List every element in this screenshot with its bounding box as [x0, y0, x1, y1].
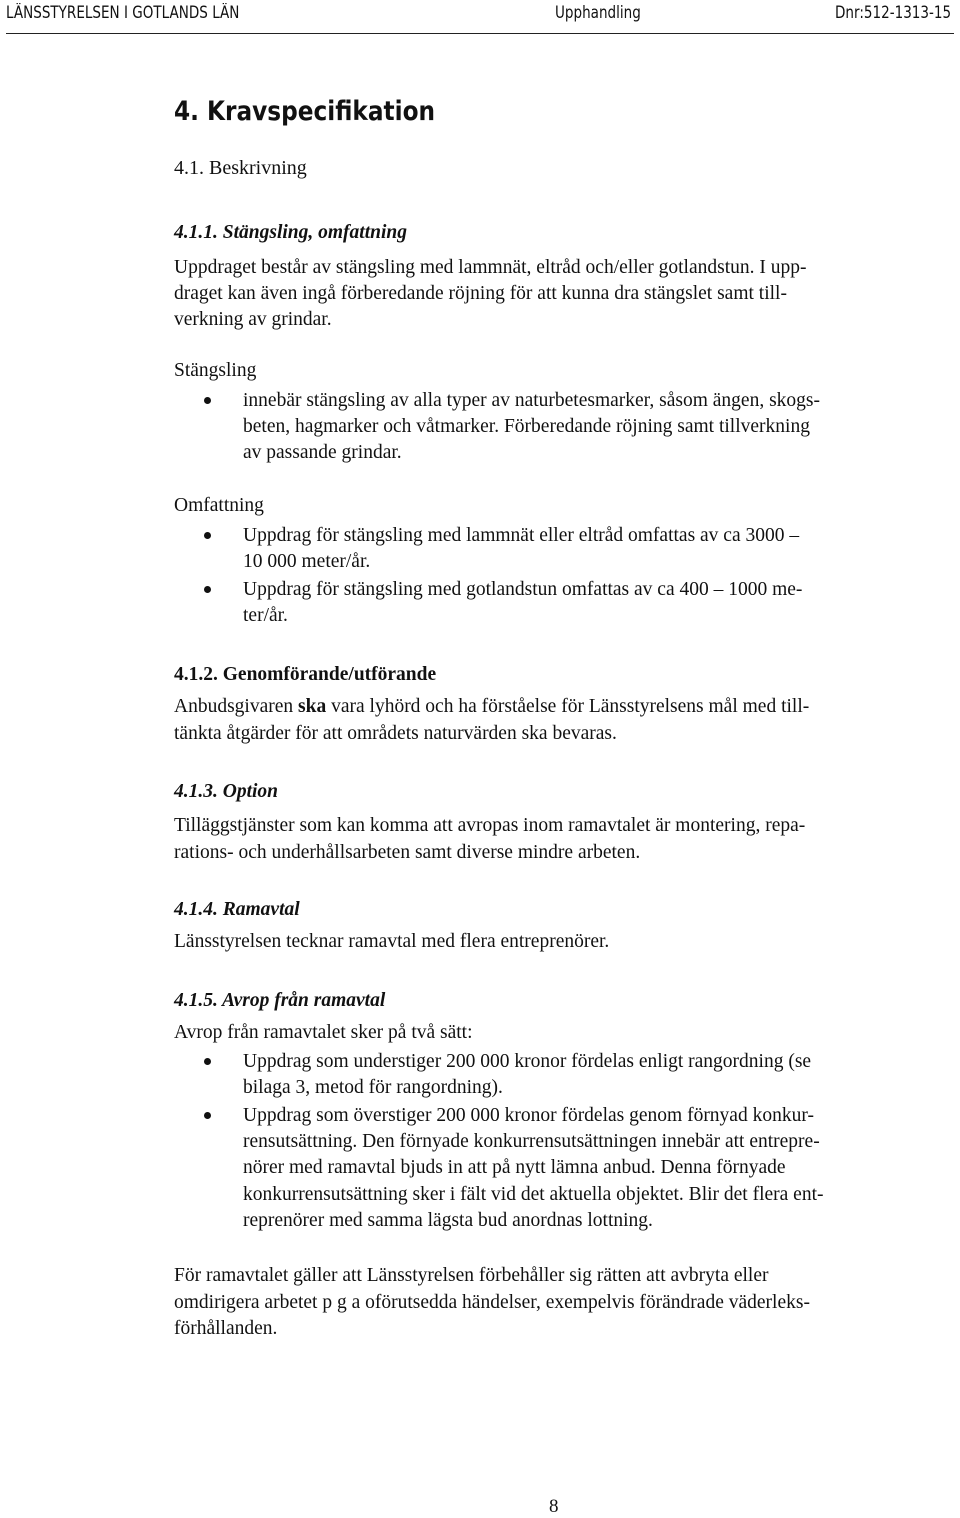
heading-4-1-4: 4.1.4. Ramavtal — [174, 899, 300, 920]
stangsling-bullet-line-1: innebär stängsling av alla typer av naturbetesmarker, såsom ängen, skogs- — [243, 390, 821, 411]
para-4-1-1-line-2: draget kan även ingå förberedande röjning för att kunna dra stängslet samt till- — [174, 283, 787, 304]
heading-4-1-1: 4.1.1. Stängsling, omfattning — [174, 222, 407, 243]
bullet-icon — [204, 586, 211, 593]
stangsling-bullet-line-3: av passande grindar. — [243, 442, 402, 463]
para-4-1-3-line-1: Tilläggstjänster som kan komma att avropas inom ramavtalet är montering, repa- — [174, 815, 806, 836]
bullet-icon — [204, 397, 211, 404]
header-dnr: Dnr:512-1313-15 — [835, 3, 952, 22]
para-4-1-2-line-2: tänkta åtgärder för att områdets naturvärden ska bevaras. — [174, 723, 617, 744]
avrop-bullet-2-line-5: reprenörer med samma lägsta bud anordnas lottning. — [243, 1210, 653, 1231]
omfattning-bullet-1-line-1: Uppdrag för stängsling med lammnät eller eltråd omfattas av ca 3000 – — [243, 525, 800, 546]
avrop-bullet-2-line-4: konkurrensutsättning sker i fält vid det aktuella objektet. Blir det flera ent- — [243, 1184, 824, 1205]
bullet-icon — [204, 532, 211, 539]
heading-4-1-3: 4.1.3. Option — [174, 781, 279, 802]
bullet-icon — [204, 1112, 211, 1119]
avrop-bullet-2-line-3: nörer med ramavtal bjuds in att på nytt lämna anbud. Denna förnyade — [243, 1157, 786, 1178]
header-org: LÄNSSTYRELSEN I GOTLANDS LÄN — [6, 3, 240, 22]
avrop-bullet-1-line-1: Uppdrag som understiger 200 000 kronor fördelas enligt rangordning (se — [243, 1051, 812, 1072]
omfattning-bullet-1-line-2: 10 000 meter/år. — [243, 551, 371, 572]
avrop-bullet-1-line-2: bilaga 3, metod för rangordning). — [243, 1077, 503, 1098]
avrop-bullet-2-line-2: rensutsättning. Den förnyade konkurrensutsättningen innebär att entrepre- — [243, 1131, 820, 1152]
bullet-icon — [204, 1058, 211, 1065]
emphasis-ska: ska — [298, 696, 327, 717]
closing-para-line-3: förhållanden. — [174, 1318, 278, 1339]
heading-4-1-2: 4.1.2. Genomförande/utförande — [174, 664, 437, 685]
avrop-bullet-2-line-1: Uppdrag som överstiger 200 000 kronor fördelas genom förnyad konkur- — [243, 1105, 814, 1126]
header-category: Upphandling — [555, 3, 641, 22]
para-4-1-2-line-1: Anbudsgivaren ska vara lyhörd och ha förståelse för Länsstyrelsens mål med till- — [174, 696, 810, 717]
closing-para-line-1: För ramavtalet gäller att Länsstyrelsen förbehåller sig rätten att avbryta eller — [174, 1265, 769, 1286]
para-4-1-5-intro: Avrop från ramavtalet sker på två sätt: — [174, 1022, 473, 1043]
omfattning-bullet-2-line-1: Uppdrag för stängsling med gotlandstun omfattas av ca 400 – 1000 me- — [243, 579, 803, 600]
subsection-title: 4.1. Beskrivning — [174, 157, 307, 179]
heading-4-1-5: 4.1.5. Avrop från ramavtal — [174, 990, 386, 1011]
header-rule — [6, 33, 954, 34]
para-4-1-4: Länsstyrelsen tecknar ramavtal med flera entreprenörer. — [174, 931, 610, 952]
stangsling-bullet-line-2: beten, hagmarker och våtmarker. Förberedande röjning samt tillverkning — [243, 416, 810, 437]
section-title: 4. Kravspecifikation — [174, 96, 436, 127]
page-header — [0, 0, 960, 34]
para-4-1-3-line-2: rations- och underhållsarbeten samt diverse mindre arbeten. — [174, 842, 641, 863]
omfattning-bullet-2-line-2: ter/år. — [243, 605, 288, 626]
para-4-1-1-line-3: verkning av grindar. — [174, 309, 332, 330]
label-stangsling: Stängsling — [174, 360, 257, 381]
page-number: 8 — [549, 1496, 559, 1517]
label-omfattning: Omfattning — [174, 495, 264, 516]
closing-para-line-2: omdirigera arbetet p g a oförutsedda händelser, exempelvis förändrade väderleks- — [174, 1292, 810, 1313]
para-4-1-1-line-1: Uppdraget består av stängsling med lammnät, eltråd och/eller gotlandstun. I upp- — [174, 257, 807, 278]
